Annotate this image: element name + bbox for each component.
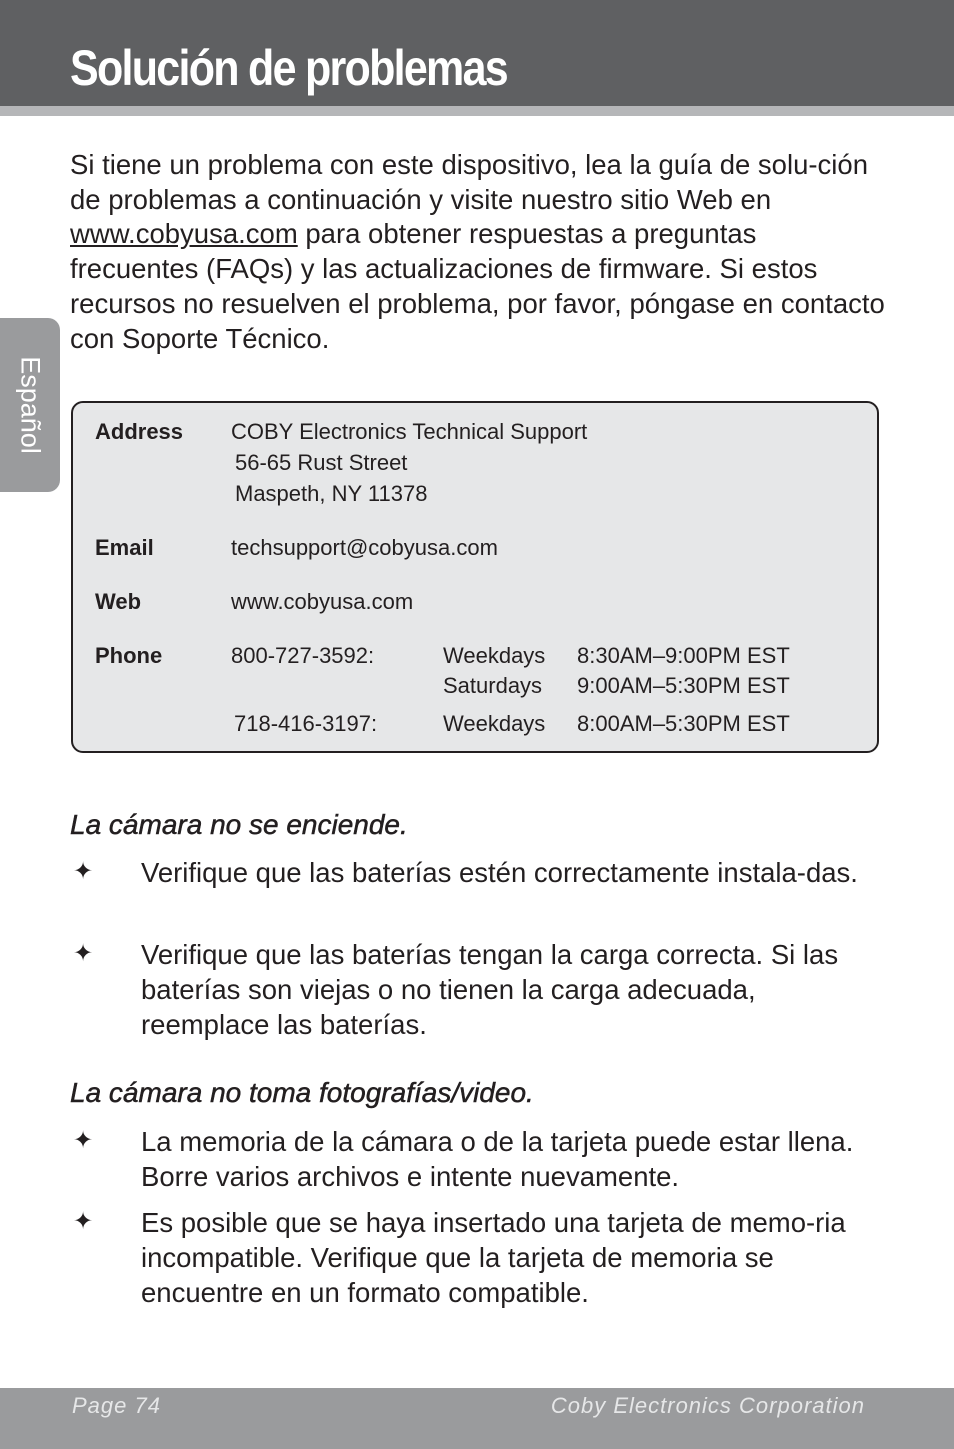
phone-number: 800-727-3592: [231, 643, 375, 668]
intro-text-after-link: para obtener respuestas a preguntas frecuentes (FAQs) y las actualizaciones de firmware. Si estos recursos no resuelven el problema, por favor, póngase en contacto con Soporte Técnico. [70, 218, 885, 354]
bullet-star-icon: ✦ [73, 940, 94, 967]
bullet-star-icon: ✦ [73, 858, 94, 885]
list-item: Verifique que las baterías tengan la carga correcta. Si las baterías son viejas o no tienen la carga adecuada, reemplace las baterías. [141, 939, 839, 1040]
phone-days: Saturdays [443, 673, 543, 698]
phone-hours: 8:30AM–9:00PM EST [577, 643, 790, 668]
intro-paragraph [70, 148, 890, 356]
header-stripe [0, 106, 954, 116]
section-heading: La cámara no se enciende. [70, 809, 408, 840]
phone-number: 718-416-3197: [234, 711, 378, 736]
bullet-star-icon: ✦ [73, 1127, 94, 1154]
page-title: Solución de problemas [70, 40, 507, 96]
phone-hours: 8:00AM–5:30PM EST [577, 711, 790, 736]
web-label: Web [95, 589, 142, 614]
address-line: COBY Electronics Technical Support [231, 419, 588, 444]
contact-box [71, 401, 879, 753]
list-item: La memoria de la cámara o de la tarjeta puede estar llena. Borre varios archivos e intente nuevamente. [141, 1126, 854, 1192]
phone-days: Weekdays [443, 643, 546, 668]
phone-days: Weekdays [443, 711, 546, 736]
website-link[interactable]: www.cobyusa.com [70, 218, 298, 250]
list-item: Verifique que las baterías estén correctamente instala-das. [141, 857, 858, 888]
phone-hours: 9:00AM–5:30PM EST [577, 673, 790, 698]
email-label: Email [95, 535, 154, 560]
page-number: Page 74 [72, 1393, 161, 1418]
section-heading: La cámara no toma fotografías/video. [70, 1077, 534, 1108]
bullet-star-icon: ✦ [73, 1208, 94, 1235]
language-tab-label: Español [15, 356, 46, 454]
footer-company: Coby Electronics Corporation [550, 1393, 865, 1418]
address-line: Maspeth, NY 11378 [235, 481, 428, 506]
address-label: Address [95, 419, 184, 444]
list-item: Es posible que se haya insertado una tarjeta de memo-ria incompatible. Verifique que la tarjeta de memoria se encuentre en un formato compatible. [141, 1207, 846, 1308]
phone-label: Phone [95, 643, 163, 668]
language-tab [0, 318, 60, 492]
web-value[interactable]: www.cobyusa.com [231, 589, 414, 614]
address-line: 56-65 Rust Street [235, 450, 408, 475]
intro-text-before-link: Si tiene un problema con este dispositivo, lea la guía de solu-ción de problemas a continuación y visite nuestro sitio Web en [70, 149, 868, 215]
email-value[interactable]: techsupport@cobyusa.com [231, 535, 498, 560]
